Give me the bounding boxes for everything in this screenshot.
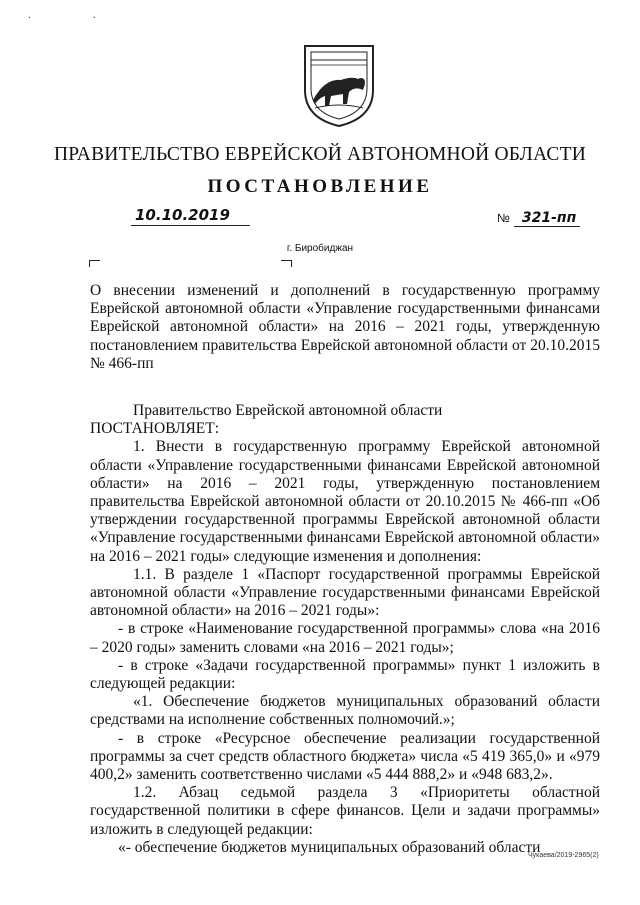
body-paragraph: - в строке «Ресурсное обеспечение реализации государственной программы за счет средств областного бюджета» числа «5 419 365,0» и «979 400,2» заменить соответственно числами «5 444 888,2» и «948 683,2». bbox=[90, 729, 600, 784]
body-paragraph: Правительство Еврейской автономной области bbox=[133, 402, 443, 419]
body-paragraph: - в строке «Наименование государственной программы» слова «на 2016 – 2020 годы» заменить словами «на 2016 – 2021 годы»; bbox=[90, 620, 600, 656]
subject-bracket-left bbox=[89, 260, 100, 267]
coat-of-arms-tiger-icon bbox=[297, 38, 381, 130]
scan-marks: . . bbox=[28, 10, 126, 21]
document-body bbox=[90, 402, 600, 857]
document-number-block bbox=[497, 209, 580, 227]
body-paragraph: «1. Обеспечение бюджетов муниципальных образований области средствами на исполнение собственных полномочий.»; bbox=[90, 693, 600, 729]
document-date: 10.10.2019 bbox=[131, 206, 250, 226]
body-paragraph: - в строке «Задачи государственной программы» пункт 1 изложить в следующей редакции: bbox=[90, 656, 600, 693]
body-paragraph-resolves: ПОСТАНОВЛЯЕТ: bbox=[90, 420, 220, 438]
footer-reference: Чукаева/2019-2965(2) bbox=[528, 852, 599, 859]
number-label: № bbox=[497, 211, 510, 225]
body-paragraph: 1.1. В разделе 1 «Паспорт государственной программы Еврейской автономной области «Управление государственными финансами Еврейской автономной области» на 2016 – 2021 годы»: bbox=[90, 565, 600, 620]
government-title: ПРАВИТЕЛЬСТВО ЕВРЕЙСКОЙ АВТОНОМНОЙ ОБЛАСТИ bbox=[53, 144, 587, 165]
city: г. Биробиджан bbox=[286, 243, 354, 254]
body-paragraph: 1.2. Абзац седьмой раздела 3 «Приоритеты областной государственной политики в сфере финансов. Цели и задачи программы» изложить в следующей редакции: bbox=[90, 784, 600, 838]
document-type: ПОСТАНОВЛЕНИЕ bbox=[207, 176, 433, 197]
document-subject: О внесении изменений и дополнений в государственную программу Еврейской автономной области «Управление государственными финансами Еврейской автономной области» на 2016 – 2021 годы, утвержденную постановлением правительства Еврейской автономной области от 20.10.2015 № 466-пп bbox=[90, 282, 600, 372]
body-paragraph: «- обеспечение бюджетов муниципальных образований области bbox=[118, 838, 541, 856]
document-number: 321-пп bbox=[514, 210, 580, 227]
body-paragraph: 1. Внести в государственную программу Еврейской автономной области «Управление государственными финансами Еврейской автономной области» на 2016 – 2021 годы, утвержденную постановлением правительства Еврейской автономной области от 20.10.2015 № 466-пп «Об утверждении государственной программы Еврейской автономной области «Управление государственными финансами Еврейской автономной области» на 2016 – 2021 годы» следующие изменения и дополнения: bbox=[90, 438, 600, 565]
subject-bracket-right bbox=[281, 260, 292, 267]
